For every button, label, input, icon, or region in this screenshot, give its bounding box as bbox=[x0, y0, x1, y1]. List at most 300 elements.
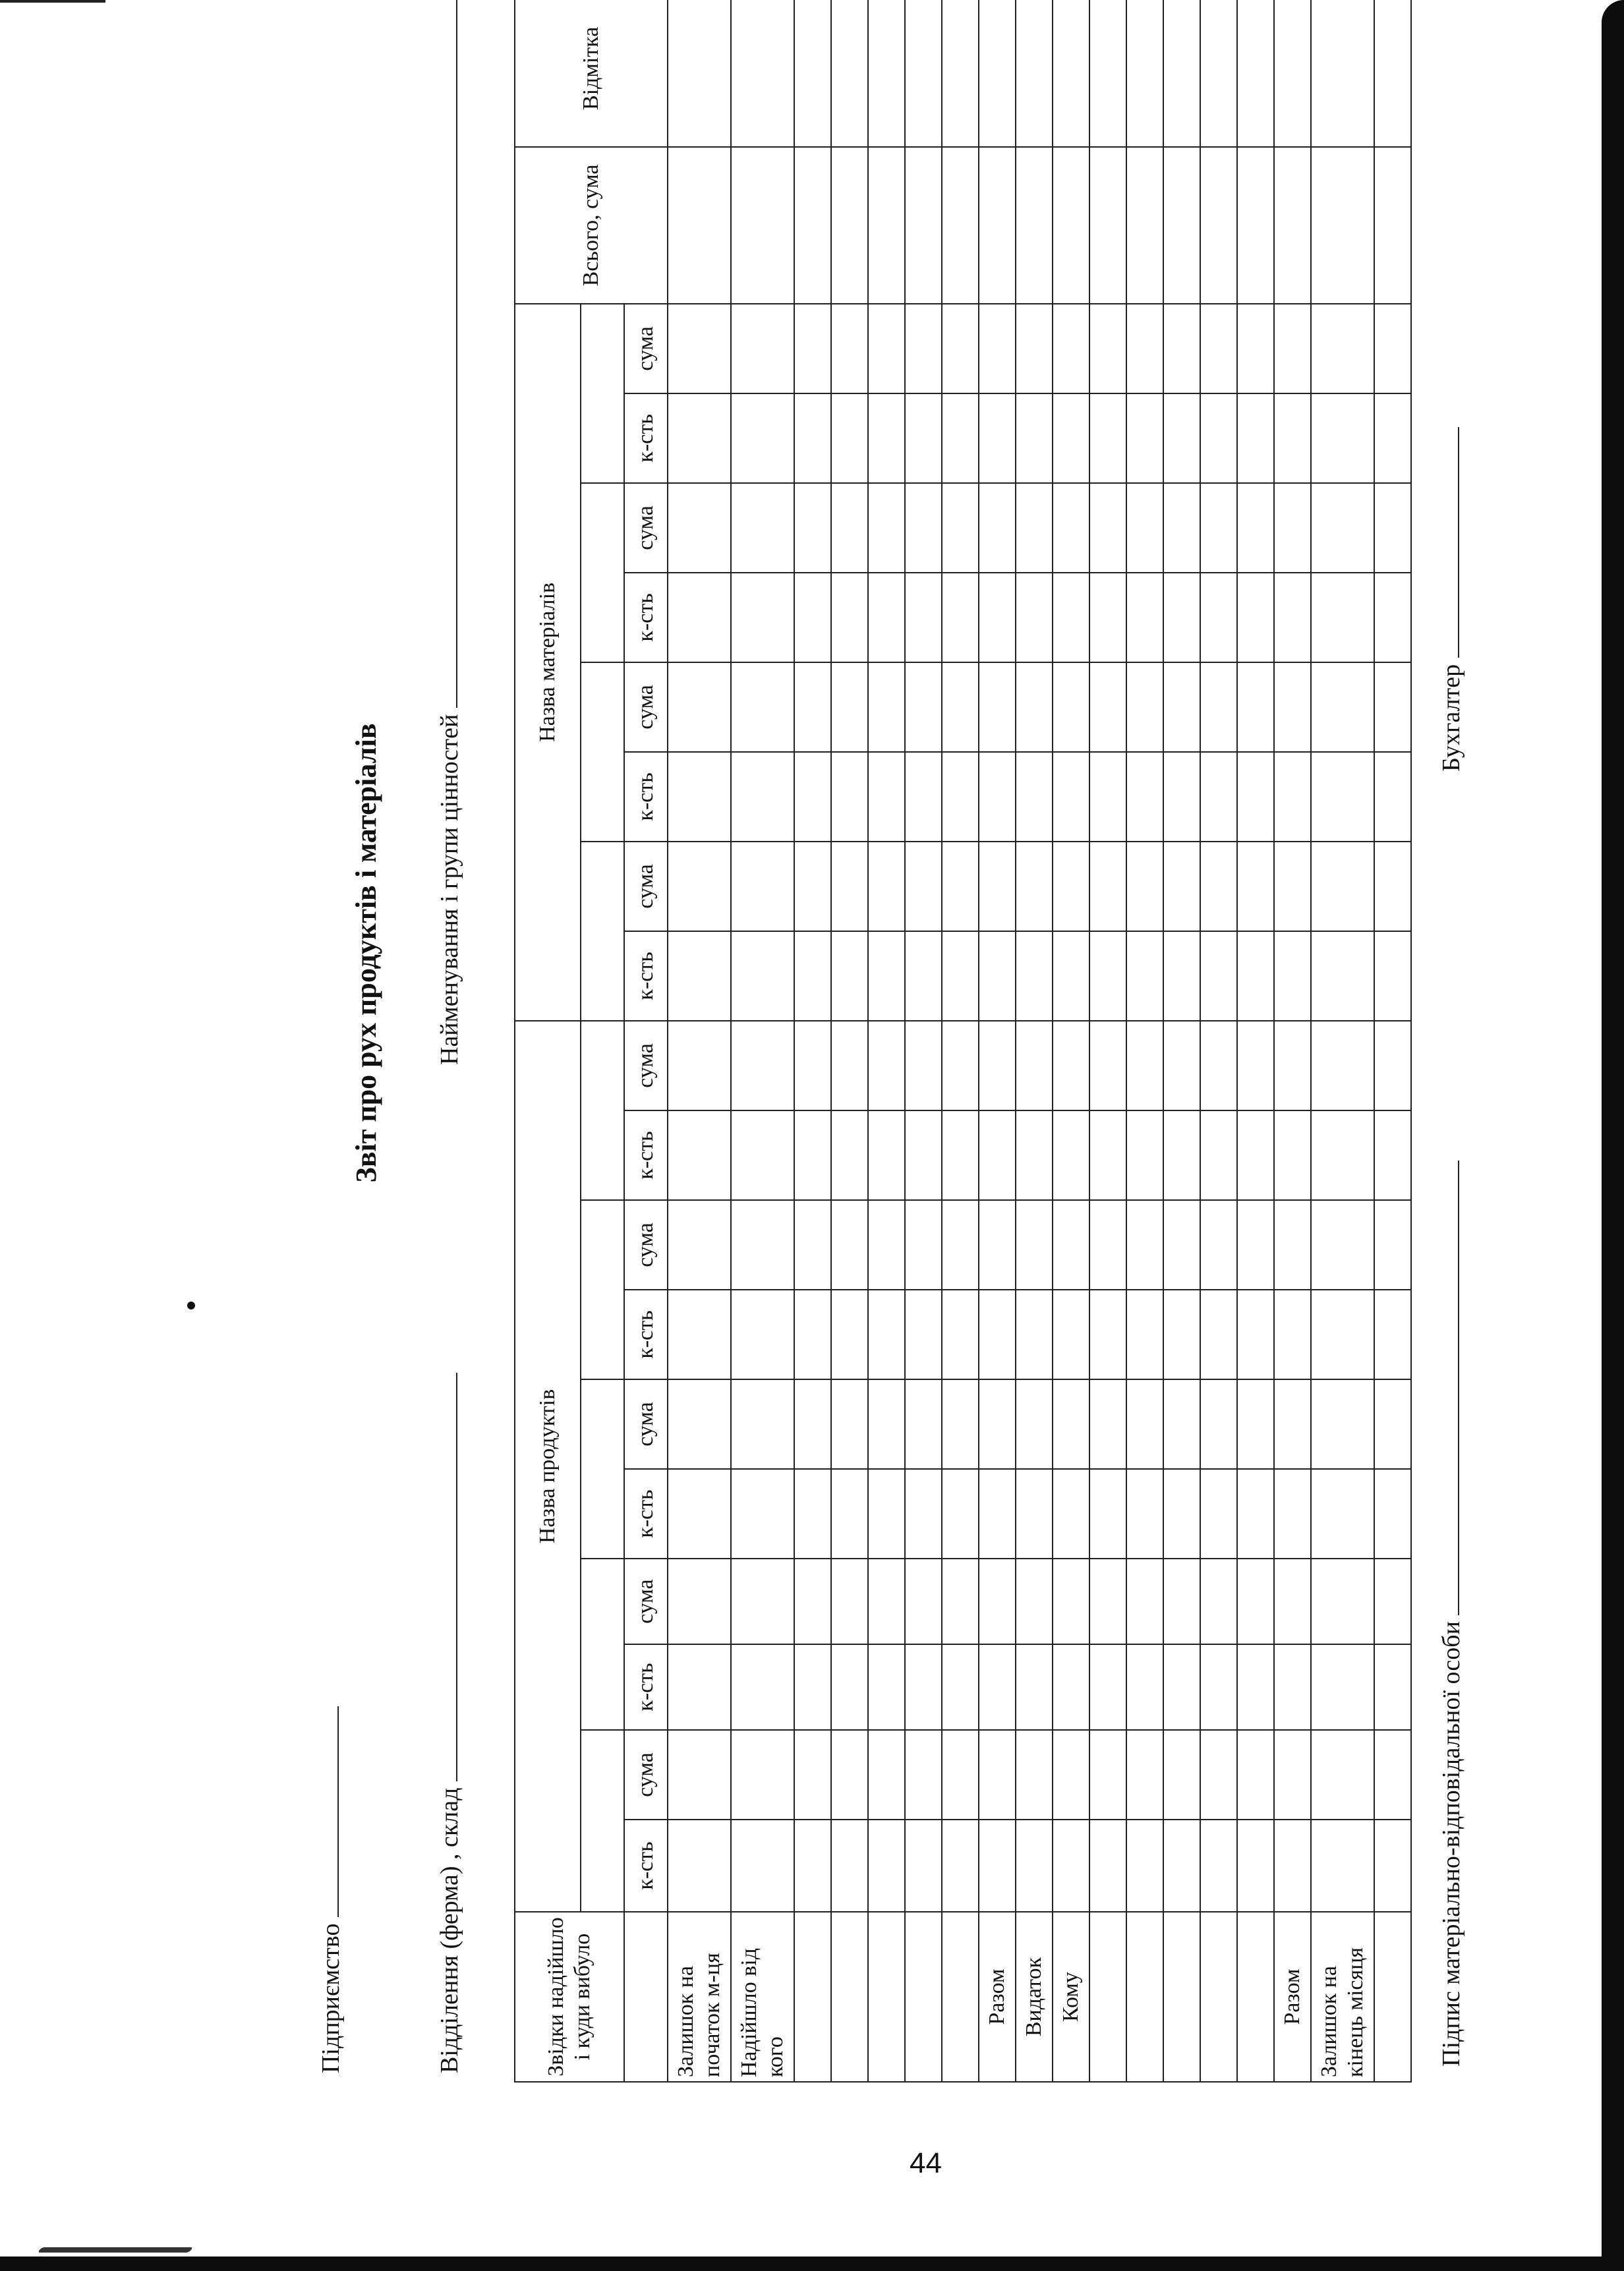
table-cell[interactable] bbox=[668, 1469, 731, 1559]
table-cell[interactable] bbox=[831, 752, 868, 842]
table-cell[interactable] bbox=[1200, 1469, 1237, 1559]
table-cell[interactable] bbox=[1311, 1379, 1374, 1469]
table-cell[interactable] bbox=[1089, 1469, 1126, 1559]
table-cell[interactable] bbox=[979, 483, 1016, 573]
table-cell[interactable] bbox=[1200, 0, 1237, 147]
table-cell[interactable] bbox=[868, 1820, 905, 1912]
table-cell[interactable] bbox=[979, 842, 1016, 931]
table-cell[interactable] bbox=[1053, 1730, 1089, 1820]
table-cell[interactable] bbox=[1311, 931, 1374, 1021]
table-cell[interactable] bbox=[731, 752, 794, 842]
table-cell[interactable] bbox=[794, 1200, 831, 1290]
table-cell[interactable] bbox=[1311, 1200, 1374, 1290]
table-cell[interactable] bbox=[1163, 0, 1200, 147]
table-cell[interactable] bbox=[905, 752, 942, 842]
table-cell[interactable] bbox=[942, 931, 979, 1021]
table-cell[interactable] bbox=[1311, 1110, 1374, 1200]
table-cell[interactable] bbox=[1126, 1021, 1163, 1110]
table-cell[interactable] bbox=[794, 0, 831, 147]
table-cell[interactable] bbox=[905, 1200, 942, 1290]
table-cell[interactable] bbox=[1237, 573, 1274, 662]
table-cell[interactable] bbox=[831, 304, 868, 393]
table-cell[interactable] bbox=[1053, 1290, 1089, 1379]
table-cell[interactable] bbox=[1237, 1644, 1274, 1730]
table-cell[interactable] bbox=[1374, 1820, 1411, 1912]
table-cell[interactable] bbox=[831, 1200, 868, 1290]
table-cell[interactable] bbox=[1200, 147, 1237, 304]
table-cell[interactable] bbox=[1126, 0, 1163, 147]
table-cell[interactable] bbox=[979, 1110, 1016, 1200]
table-cell[interactable] bbox=[831, 1110, 868, 1200]
table-cell[interactable] bbox=[979, 931, 1016, 1021]
table-cell[interactable] bbox=[905, 1110, 942, 1200]
table-cell[interactable] bbox=[668, 1110, 731, 1200]
table-cell[interactable] bbox=[1274, 752, 1311, 842]
table-cell[interactable] bbox=[979, 1021, 1016, 1110]
table-cell[interactable] bbox=[1089, 573, 1126, 662]
table-cell[interactable] bbox=[1089, 842, 1126, 931]
table-cell[interactable] bbox=[1053, 931, 1089, 1021]
table-cell[interactable] bbox=[942, 842, 979, 931]
table-cell[interactable] bbox=[1126, 662, 1163, 752]
table-cell[interactable] bbox=[1311, 1021, 1374, 1110]
table-cell[interactable] bbox=[942, 304, 979, 393]
table-cell[interactable] bbox=[831, 662, 868, 752]
table-cell[interactable] bbox=[731, 1644, 794, 1730]
table-cell[interactable] bbox=[905, 483, 942, 573]
table-cell[interactable] bbox=[1053, 842, 1089, 931]
table-cell[interactable] bbox=[979, 1290, 1016, 1379]
table-cell[interactable] bbox=[794, 1559, 831, 1644]
table-cell[interactable] bbox=[1163, 1379, 1200, 1469]
table-cell[interactable] bbox=[1200, 752, 1237, 842]
table-cell[interactable] bbox=[905, 842, 942, 931]
table-cell[interactable] bbox=[794, 931, 831, 1021]
table-cell[interactable] bbox=[1311, 304, 1374, 393]
table-cell[interactable] bbox=[942, 1021, 979, 1110]
table-cell[interactable] bbox=[1016, 842, 1053, 931]
table-cell[interactable] bbox=[1126, 1379, 1163, 1469]
table-cell[interactable] bbox=[731, 1379, 794, 1469]
table-cell[interactable] bbox=[979, 1730, 1016, 1820]
table-cell[interactable] bbox=[979, 662, 1016, 752]
table-cell[interactable] bbox=[1200, 304, 1237, 393]
table-cell[interactable] bbox=[905, 393, 942, 483]
table-cell[interactable] bbox=[942, 0, 979, 147]
table-cell[interactable] bbox=[1163, 483, 1200, 573]
table-cell[interactable] bbox=[1016, 931, 1053, 1021]
table-cell[interactable] bbox=[831, 1820, 868, 1912]
table-cell[interactable] bbox=[1374, 1559, 1411, 1644]
table-cell[interactable] bbox=[1163, 1110, 1200, 1200]
table-cell[interactable] bbox=[942, 1469, 979, 1559]
table-cell[interactable] bbox=[1237, 842, 1274, 931]
table-cell[interactable] bbox=[731, 1021, 794, 1110]
enterprise-field[interactable] bbox=[318, 1706, 339, 1917]
table-cell[interactable] bbox=[1163, 842, 1200, 931]
table-cell[interactable] bbox=[1126, 842, 1163, 931]
table-cell[interactable] bbox=[668, 573, 731, 662]
table-cell[interactable] bbox=[905, 0, 942, 147]
table-cell[interactable] bbox=[1016, 147, 1053, 304]
table-cell[interactable] bbox=[731, 931, 794, 1021]
table-cell[interactable] bbox=[1374, 1644, 1411, 1730]
table-cell[interactable] bbox=[1016, 393, 1053, 483]
table-cell[interactable] bbox=[868, 573, 905, 662]
table-cell[interactable] bbox=[1089, 1021, 1126, 1110]
table-cell[interactable] bbox=[831, 147, 868, 304]
table-cell[interactable] bbox=[905, 1469, 942, 1559]
table-cell[interactable] bbox=[1016, 1820, 1053, 1912]
table-cell[interactable] bbox=[1237, 1200, 1274, 1290]
table-cell[interactable] bbox=[1237, 1559, 1274, 1644]
signature-field[interactable] bbox=[1438, 1161, 1459, 1615]
table-cell[interactable] bbox=[1053, 1559, 1089, 1644]
table-cell[interactable] bbox=[1200, 1730, 1237, 1820]
table-cell[interactable] bbox=[1089, 1110, 1126, 1200]
table-cell[interactable] bbox=[668, 393, 731, 483]
table-cell[interactable] bbox=[794, 1820, 831, 1912]
table-cell[interactable] bbox=[1200, 662, 1237, 752]
table-cell[interactable] bbox=[868, 1290, 905, 1379]
table-cell[interactable] bbox=[1311, 1820, 1374, 1912]
table-cell[interactable] bbox=[1053, 393, 1089, 483]
table-cell[interactable] bbox=[1053, 1021, 1089, 1110]
table-cell[interactable] bbox=[1237, 1379, 1274, 1469]
table-cell[interactable] bbox=[668, 147, 731, 304]
table-cell[interactable] bbox=[1374, 1200, 1411, 1290]
table-cell[interactable] bbox=[1016, 1730, 1053, 1820]
table-cell[interactable] bbox=[1237, 1820, 1274, 1912]
table-cell[interactable] bbox=[868, 304, 905, 393]
table-cell[interactable] bbox=[942, 393, 979, 483]
table-cell[interactable] bbox=[668, 1559, 731, 1644]
table-cell[interactable] bbox=[1126, 573, 1163, 662]
table-cell[interactable] bbox=[1163, 752, 1200, 842]
table-cell[interactable] bbox=[1200, 1200, 1237, 1290]
table-cell[interactable] bbox=[1016, 1469, 1053, 1559]
table-cell[interactable] bbox=[1274, 1559, 1311, 1644]
table-cell[interactable] bbox=[1163, 147, 1200, 304]
table-cell[interactable] bbox=[1274, 1730, 1311, 1820]
table-cell[interactable] bbox=[979, 1200, 1016, 1290]
table-cell[interactable] bbox=[905, 1644, 942, 1730]
table-cell[interactable] bbox=[1126, 483, 1163, 573]
table-cell[interactable] bbox=[668, 1730, 731, 1820]
table-cell[interactable] bbox=[868, 393, 905, 483]
table-cell[interactable] bbox=[1126, 393, 1163, 483]
table-cell[interactable] bbox=[1163, 573, 1200, 662]
table-cell[interactable] bbox=[942, 147, 979, 304]
table-cell[interactable] bbox=[868, 1379, 905, 1469]
table-cell[interactable] bbox=[1053, 1379, 1089, 1469]
table-cell[interactable] bbox=[942, 1110, 979, 1200]
table-cell[interactable] bbox=[1374, 1730, 1411, 1820]
table-cell[interactable] bbox=[905, 1290, 942, 1379]
table-cell[interactable] bbox=[1016, 0, 1053, 147]
table-cell[interactable] bbox=[1016, 1021, 1053, 1110]
table-cell[interactable] bbox=[1163, 1469, 1200, 1559]
table-cell[interactable] bbox=[794, 147, 831, 304]
table-cell[interactable] bbox=[794, 1290, 831, 1379]
table-cell[interactable] bbox=[905, 662, 942, 752]
table-cell[interactable] bbox=[731, 662, 794, 752]
table-cell[interactable] bbox=[868, 0, 905, 147]
table-cell[interactable] bbox=[1374, 393, 1411, 483]
table-cell[interactable] bbox=[1053, 573, 1089, 662]
table-cell[interactable] bbox=[1374, 1469, 1411, 1559]
table-cell[interactable] bbox=[1311, 842, 1374, 931]
table-cell[interactable] bbox=[942, 1559, 979, 1644]
table-cell[interactable] bbox=[1163, 1730, 1200, 1820]
table-cell[interactable] bbox=[1374, 147, 1411, 304]
table-cell[interactable] bbox=[905, 1379, 942, 1469]
table-cell[interactable] bbox=[1237, 752, 1274, 842]
table-cell[interactable] bbox=[868, 1469, 905, 1559]
table-cell[interactable] bbox=[831, 1021, 868, 1110]
table-cell[interactable] bbox=[1053, 304, 1089, 393]
table-cell[interactable] bbox=[905, 1559, 942, 1644]
table-cell[interactable] bbox=[979, 1469, 1016, 1559]
table-cell[interactable] bbox=[868, 1021, 905, 1110]
table-cell[interactable] bbox=[905, 1021, 942, 1110]
table-cell[interactable] bbox=[1311, 1290, 1374, 1379]
table-cell[interactable] bbox=[942, 1379, 979, 1469]
table-cell[interactable] bbox=[1089, 1730, 1126, 1820]
table-cell[interactable] bbox=[1237, 304, 1274, 393]
table-cell[interactable] bbox=[1200, 1379, 1237, 1469]
table-cell[interactable] bbox=[1163, 1021, 1200, 1110]
table-cell[interactable] bbox=[794, 662, 831, 752]
table-cell[interactable] bbox=[794, 393, 831, 483]
table-cell[interactable] bbox=[1200, 573, 1237, 662]
table-cell[interactable] bbox=[1374, 1379, 1411, 1469]
table-cell[interactable] bbox=[668, 1379, 731, 1469]
table-cell[interactable] bbox=[905, 1820, 942, 1912]
table-cell[interactable] bbox=[979, 393, 1016, 483]
table-cell[interactable] bbox=[1089, 0, 1126, 147]
table-cell[interactable] bbox=[731, 483, 794, 573]
table-cell[interactable] bbox=[1016, 1559, 1053, 1644]
table-cell[interactable] bbox=[1089, 1644, 1126, 1730]
table-cell[interactable] bbox=[668, 752, 731, 842]
table-cell[interactable] bbox=[1089, 752, 1126, 842]
table-cell[interactable] bbox=[1274, 147, 1311, 304]
table-cell[interactable] bbox=[1016, 1290, 1053, 1379]
table-cell[interactable] bbox=[1200, 1021, 1237, 1110]
table-cell[interactable] bbox=[868, 662, 905, 752]
table-cell[interactable] bbox=[1237, 1021, 1274, 1110]
table-cell[interactable] bbox=[1374, 931, 1411, 1021]
table-cell[interactable] bbox=[979, 304, 1016, 393]
table-cell[interactable] bbox=[942, 1290, 979, 1379]
table-cell[interactable] bbox=[1274, 0, 1311, 147]
table-cell[interactable] bbox=[1311, 483, 1374, 573]
table-cell[interactable] bbox=[1053, 752, 1089, 842]
table-cell[interactable] bbox=[1126, 752, 1163, 842]
table-cell[interactable] bbox=[1311, 1644, 1374, 1730]
table-cell[interactable] bbox=[1126, 304, 1163, 393]
table-cell[interactable] bbox=[1311, 662, 1374, 752]
table-cell[interactable] bbox=[942, 483, 979, 573]
table-cell[interactable] bbox=[794, 483, 831, 573]
table-cell[interactable] bbox=[831, 1469, 868, 1559]
table-cell[interactable] bbox=[1089, 1290, 1126, 1379]
table-cell[interactable] bbox=[1311, 1730, 1374, 1820]
table-cell[interactable] bbox=[1053, 1110, 1089, 1200]
table-cell[interactable] bbox=[1311, 573, 1374, 662]
table-cell[interactable] bbox=[1089, 662, 1126, 752]
table-cell[interactable] bbox=[731, 1730, 794, 1820]
table-cell[interactable] bbox=[868, 1110, 905, 1200]
table-cell[interactable] bbox=[905, 1730, 942, 1820]
accountant-field[interactable] bbox=[1438, 427, 1459, 658]
table-cell[interactable] bbox=[1053, 1644, 1089, 1730]
table-cell[interactable] bbox=[668, 662, 731, 752]
table-cell[interactable] bbox=[942, 662, 979, 752]
table-cell[interactable] bbox=[731, 1200, 794, 1290]
table-cell[interactable] bbox=[1274, 304, 1311, 393]
table-cell[interactable] bbox=[831, 573, 868, 662]
table-cell[interactable] bbox=[868, 1644, 905, 1730]
table-cell[interactable] bbox=[668, 842, 731, 931]
table-cell[interactable] bbox=[831, 1559, 868, 1644]
table-cell[interactable] bbox=[1311, 1469, 1374, 1559]
table-cell[interactable] bbox=[1089, 483, 1126, 573]
table-cell[interactable] bbox=[831, 483, 868, 573]
table-cell[interactable] bbox=[1237, 147, 1274, 304]
table-cell[interactable] bbox=[1274, 842, 1311, 931]
table-cell[interactable] bbox=[1089, 931, 1126, 1021]
table-cell[interactable] bbox=[1163, 1559, 1200, 1644]
table-cell[interactable] bbox=[1274, 1644, 1311, 1730]
table-cell[interactable] bbox=[1089, 1200, 1126, 1290]
table-cell[interactable] bbox=[731, 393, 794, 483]
table-cell[interactable] bbox=[1163, 1290, 1200, 1379]
table-cell[interactable] bbox=[1374, 0, 1411, 147]
table-cell[interactable] bbox=[794, 1379, 831, 1469]
table-cell[interactable] bbox=[868, 1730, 905, 1820]
table-cell[interactable] bbox=[979, 752, 1016, 842]
table-cell[interactable] bbox=[668, 483, 731, 573]
table-cell[interactable] bbox=[905, 931, 942, 1021]
table-cell[interactable] bbox=[668, 1644, 731, 1730]
table-cell[interactable] bbox=[1126, 1469, 1163, 1559]
table-cell[interactable] bbox=[1053, 1200, 1089, 1290]
table-cell[interactable] bbox=[1374, 304, 1411, 393]
table-cell[interactable] bbox=[794, 842, 831, 931]
table-cell[interactable] bbox=[1126, 1644, 1163, 1730]
table-cell[interactable] bbox=[731, 1469, 794, 1559]
table-cell[interactable] bbox=[942, 752, 979, 842]
table-cell[interactable] bbox=[668, 931, 731, 1021]
table-cell[interactable] bbox=[1126, 1290, 1163, 1379]
table-cell[interactable] bbox=[1200, 1820, 1237, 1912]
department-field[interactable] bbox=[436, 1373, 457, 1781]
table-cell[interactable] bbox=[1274, 1469, 1311, 1559]
table-cell[interactable] bbox=[1274, 393, 1311, 483]
table-cell[interactable] bbox=[1311, 147, 1374, 304]
table-cell[interactable] bbox=[831, 842, 868, 931]
table-cell[interactable] bbox=[1274, 1379, 1311, 1469]
table-cell[interactable] bbox=[905, 304, 942, 393]
table-cell[interactable] bbox=[868, 1200, 905, 1290]
table-cell[interactable] bbox=[905, 573, 942, 662]
table-cell[interactable] bbox=[942, 573, 979, 662]
table-cell[interactable] bbox=[942, 1820, 979, 1912]
table-cell[interactable] bbox=[1163, 662, 1200, 752]
table-cell[interactable] bbox=[1016, 1644, 1053, 1730]
table-cell[interactable] bbox=[794, 1469, 831, 1559]
table-cell[interactable] bbox=[979, 1644, 1016, 1730]
table-cell[interactable] bbox=[1374, 662, 1411, 752]
table-cell[interactable] bbox=[1016, 662, 1053, 752]
table-cell[interactable] bbox=[1053, 1469, 1089, 1559]
table-cell[interactable] bbox=[1374, 1290, 1411, 1379]
table-cell[interactable] bbox=[1374, 1110, 1411, 1200]
table-cell[interactable] bbox=[794, 573, 831, 662]
table-cell[interactable] bbox=[1200, 1644, 1237, 1730]
table-cell[interactable] bbox=[1200, 931, 1237, 1021]
table-cell[interactable] bbox=[1237, 1730, 1274, 1820]
table-cell[interactable] bbox=[668, 0, 731, 147]
table-cell[interactable] bbox=[731, 1559, 794, 1644]
table-cell[interactable] bbox=[979, 573, 1016, 662]
table-cell[interactable] bbox=[868, 931, 905, 1021]
table-cell[interactable] bbox=[731, 842, 794, 931]
table-cell[interactable] bbox=[1200, 842, 1237, 931]
table-cell[interactable] bbox=[794, 752, 831, 842]
table-cell[interactable] bbox=[868, 842, 905, 931]
table-cell[interactable] bbox=[731, 1110, 794, 1200]
table-cell[interactable] bbox=[905, 147, 942, 304]
table-cell[interactable] bbox=[1200, 1110, 1237, 1200]
table-cell[interactable] bbox=[668, 1200, 731, 1290]
table-cell[interactable] bbox=[1089, 147, 1126, 304]
table-cell[interactable] bbox=[1016, 1379, 1053, 1469]
table-cell[interactable] bbox=[794, 1730, 831, 1820]
table-cell[interactable] bbox=[668, 1021, 731, 1110]
table-cell[interactable] bbox=[1016, 752, 1053, 842]
table-cell[interactable] bbox=[1089, 393, 1126, 483]
table-cell[interactable] bbox=[1163, 1644, 1200, 1730]
table-cell[interactable] bbox=[1237, 393, 1274, 483]
table-cell[interactable] bbox=[1089, 1559, 1126, 1644]
table-cell[interactable] bbox=[1016, 1200, 1053, 1290]
table-cell[interactable] bbox=[668, 304, 731, 393]
table-cell[interactable] bbox=[1237, 0, 1274, 147]
table-cell[interactable] bbox=[979, 1820, 1016, 1912]
table-cell[interactable] bbox=[831, 1644, 868, 1730]
table-cell[interactable] bbox=[1053, 483, 1089, 573]
table-cell[interactable] bbox=[1126, 1730, 1163, 1820]
table-cell[interactable] bbox=[942, 1200, 979, 1290]
table-cell[interactable] bbox=[1053, 1820, 1089, 1912]
table-cell[interactable] bbox=[1274, 1200, 1311, 1290]
table-cell[interactable] bbox=[731, 147, 794, 304]
table-cell[interactable] bbox=[1126, 931, 1163, 1021]
table-cell[interactable] bbox=[1274, 1021, 1311, 1110]
table-cell[interactable] bbox=[868, 483, 905, 573]
table-cell[interactable] bbox=[831, 931, 868, 1021]
table-cell[interactable] bbox=[1126, 147, 1163, 304]
table-cell[interactable] bbox=[1374, 752, 1411, 842]
table-cell[interactable] bbox=[1374, 842, 1411, 931]
table-cell[interactable] bbox=[1237, 483, 1274, 573]
table-cell[interactable] bbox=[794, 1644, 831, 1730]
table-cell[interactable] bbox=[1126, 1110, 1163, 1200]
table-cell[interactable] bbox=[1163, 393, 1200, 483]
